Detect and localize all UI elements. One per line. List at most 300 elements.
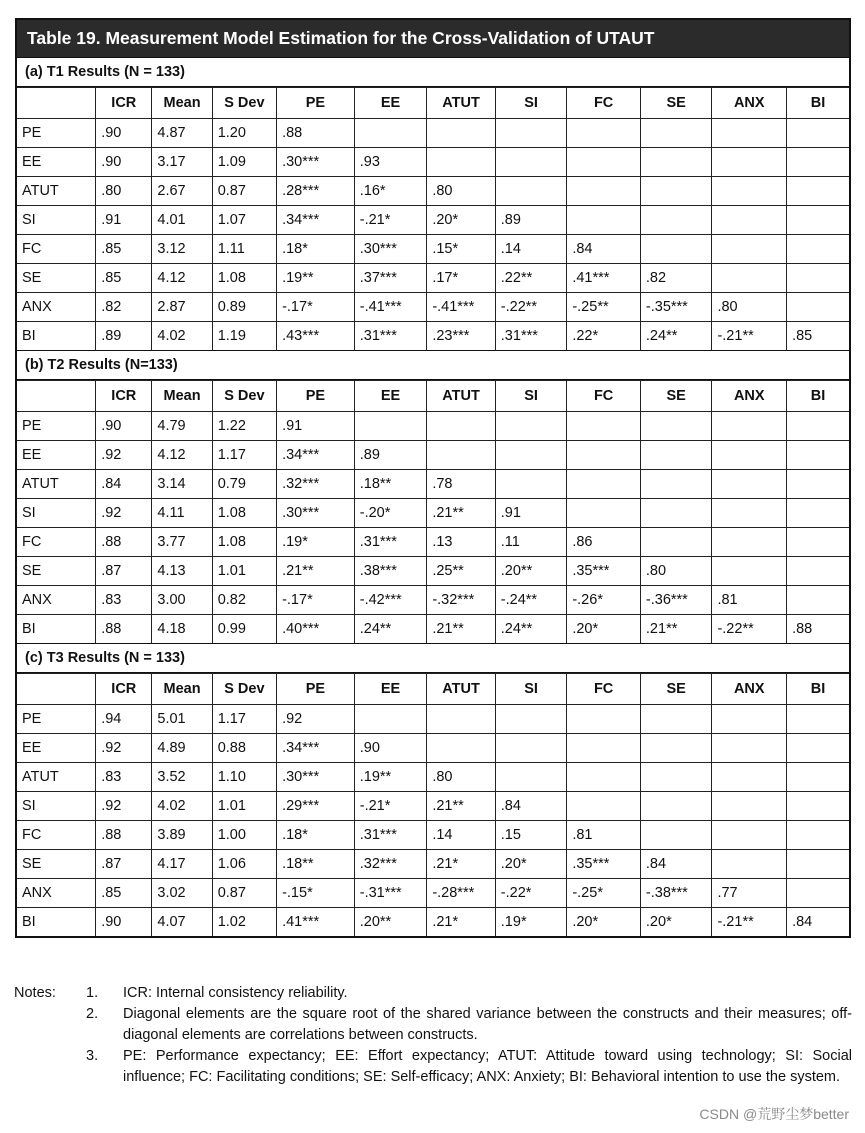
table-cell: [787, 264, 849, 293]
table-cell: [495, 119, 567, 148]
table-cell: .84: [640, 850, 712, 879]
column-header: BI: [787, 381, 849, 412]
column-header: S Dev: [212, 88, 276, 119]
row-label: PE: [17, 705, 96, 734]
table-cell: .22*: [567, 322, 641, 351]
column-header: SE: [640, 381, 712, 412]
table-cell: [712, 235, 787, 264]
table-row: [17, 499, 849, 528]
table-cell: [712, 528, 787, 557]
table-cell: [640, 412, 712, 441]
table-cell: [640, 734, 712, 763]
table-row: [17, 528, 849, 557]
table-cell: [787, 557, 849, 586]
table-cell: .87: [96, 557, 152, 586]
table-cell: 2.87: [152, 293, 212, 322]
table-cell: [495, 177, 567, 206]
column-header: EE: [354, 381, 427, 412]
table-cell: [787, 792, 849, 821]
table-cell: [787, 763, 849, 792]
table-cell: [567, 763, 641, 792]
table-cell: -.36***: [640, 586, 712, 615]
table-cell: -.15*: [277, 879, 355, 908]
table-cell: -.42***: [354, 586, 427, 615]
table-cell: [427, 412, 495, 441]
table-row: [17, 293, 849, 322]
table-cell: -.22*: [495, 879, 567, 908]
table-cell: [427, 441, 495, 470]
table-cell: .94: [96, 705, 152, 734]
column-header: FC: [567, 88, 641, 119]
table-cell: 4.13: [152, 557, 212, 586]
table-cell: .11: [495, 528, 567, 557]
table-cell: .84: [495, 792, 567, 821]
table-cell: [354, 705, 427, 734]
table-cell: .30***: [277, 148, 355, 177]
table-cell: 1.01: [212, 557, 276, 586]
table-cell: .21*: [427, 850, 495, 879]
table-cell: [567, 119, 641, 148]
table-row: [17, 821, 849, 850]
table-cell: -.41***: [354, 293, 427, 322]
table-cell: .21**: [427, 615, 495, 644]
table-cell: [567, 441, 641, 470]
table-cell: 3.12: [152, 235, 212, 264]
table-cell: 1.02: [212, 908, 276, 937]
table-cell: [712, 734, 787, 763]
row-label: PE: [17, 412, 96, 441]
table-cell: .20*: [640, 908, 712, 937]
table-cell: .19*: [277, 528, 355, 557]
table-cell: .35***: [567, 850, 641, 879]
table-cell: 1.08: [212, 528, 276, 557]
table-row: [17, 148, 849, 177]
table-cell: 0.87: [212, 879, 276, 908]
row-label: SI: [17, 206, 96, 235]
table-cell: 4.17: [152, 850, 212, 879]
table-cell: .85: [96, 879, 152, 908]
table-cell: 1.00: [212, 821, 276, 850]
column-header: ATUT: [427, 381, 495, 412]
table-cell: .22**: [495, 264, 567, 293]
row-label: ANX: [17, 586, 96, 615]
table-cell: 0.87: [212, 177, 276, 206]
table-row: [17, 557, 849, 586]
row-label: EE: [17, 734, 96, 763]
table-cell: .92: [96, 441, 152, 470]
table-cell: [787, 586, 849, 615]
table-cell: 1.06: [212, 850, 276, 879]
table-cell: .84: [567, 235, 641, 264]
table-cell: [787, 293, 849, 322]
table-cell: 1.11: [212, 235, 276, 264]
notes-label: Notes:: [14, 985, 56, 1001]
table-row: [17, 441, 849, 470]
table-cell: [712, 792, 787, 821]
table-cell: [787, 148, 849, 177]
table-cell: .13: [427, 528, 495, 557]
table-cell: -.25*: [567, 879, 641, 908]
table-cell: [567, 148, 641, 177]
table-cell: .28***: [277, 177, 355, 206]
table-row: [17, 615, 849, 644]
table-row: [17, 734, 849, 763]
table-cell: [787, 879, 849, 908]
table-cell: 1.22: [212, 412, 276, 441]
table-row: [17, 908, 849, 937]
column-header: Mean: [152, 674, 212, 705]
table-cell: 1.09: [212, 148, 276, 177]
section-header: (c) T3 Results (N = 133): [17, 643, 849, 673]
table-cell: 4.89: [152, 734, 212, 763]
table-cell: .34***: [277, 441, 355, 470]
table-cell: -.28***: [427, 879, 495, 908]
table-cell: [712, 206, 787, 235]
table-cell: [787, 412, 849, 441]
table-cell: [640, 792, 712, 821]
table-cell: .19**: [354, 763, 427, 792]
row-label: BI: [17, 908, 96, 937]
table-cell: .20*: [427, 206, 495, 235]
row-label: BI: [17, 322, 96, 351]
table-cell: -.21*: [354, 206, 427, 235]
table-cell: .21**: [277, 557, 355, 586]
table-cell: -.20*: [354, 499, 427, 528]
table-cell: [567, 705, 641, 734]
table-cell: .31***: [354, 322, 427, 351]
row-label: ATUT: [17, 763, 96, 792]
table-cell: 3.00: [152, 586, 212, 615]
watermark: CSDN @荒野尘梦better: [699, 1106, 849, 1122]
column-header: FC: [567, 674, 641, 705]
column-header: EE: [354, 674, 427, 705]
table-row: [17, 850, 849, 879]
table-cell: .78: [427, 470, 495, 499]
table-cell: [787, 734, 849, 763]
table-cell: .20*: [495, 850, 567, 879]
row-label: SI: [17, 792, 96, 821]
table-cell: -.35***: [640, 293, 712, 322]
table-cell: .31***: [354, 821, 427, 850]
table-cell: .85: [96, 235, 152, 264]
table-cell: .37***: [354, 264, 427, 293]
table-cell: 0.79: [212, 470, 276, 499]
table-row: [17, 705, 849, 734]
column-header: SE: [640, 88, 712, 119]
table-cell: .89: [495, 206, 567, 235]
table-cell: .30***: [354, 235, 427, 264]
table-cell: [495, 705, 567, 734]
table-cell: .19**: [277, 264, 355, 293]
note-text: ICR: Internal consistency reliability.: [123, 985, 348, 1001]
row-label: SI: [17, 499, 96, 528]
column-header: [17, 88, 96, 119]
table-cell: .77: [712, 879, 787, 908]
table-row: [17, 322, 849, 351]
table-cell: .84: [96, 470, 152, 499]
table-cell: .88: [96, 528, 152, 557]
table-cell: 4.79: [152, 412, 212, 441]
table-cell: .19*: [495, 908, 567, 937]
table-cell: .80: [427, 763, 495, 792]
table-cell: .92: [96, 734, 152, 763]
table-cell: -.17*: [277, 586, 355, 615]
table-cell: 0.82: [212, 586, 276, 615]
table-cell: .14: [427, 821, 495, 850]
table-cell: .84: [787, 908, 849, 937]
table-cell: .14: [495, 235, 567, 264]
results-table: [15, 18, 851, 938]
table-cell: [567, 177, 641, 206]
column-header: Mean: [152, 381, 212, 412]
row-label: SE: [17, 264, 96, 293]
table-cell: [640, 177, 712, 206]
table-cell: .88: [787, 615, 849, 644]
section-table: [17, 87, 849, 350]
table-cell: .21*: [427, 908, 495, 937]
table-cell: [495, 148, 567, 177]
table-row: [17, 206, 849, 235]
row-label: ANX: [17, 879, 96, 908]
table-row: [17, 264, 849, 293]
table-cell: [640, 499, 712, 528]
table-cell: .89: [96, 322, 152, 351]
row-label: ATUT: [17, 177, 96, 206]
table-cell: .20**: [354, 908, 427, 937]
table-cell: .41***: [567, 264, 641, 293]
table-cell: [640, 206, 712, 235]
table-cell: .90: [96, 412, 152, 441]
table-cell: .20*: [567, 908, 641, 937]
table-cell: [712, 763, 787, 792]
table-title: Table 19. Measurement Model Estimation for the Cross-Validation of UTAUT: [17, 20, 849, 57]
table-cell: .83: [96, 586, 152, 615]
table-cell: .80: [96, 177, 152, 206]
table-cell: .18**: [354, 470, 427, 499]
table-row: [17, 879, 849, 908]
table-cell: -.21*: [354, 792, 427, 821]
table-cell: [640, 119, 712, 148]
table-cell: .80: [640, 557, 712, 586]
table-cell: [640, 821, 712, 850]
table-cell: [787, 499, 849, 528]
table-cell: .89: [354, 441, 427, 470]
table-row: [17, 235, 849, 264]
table-cell: .82: [640, 264, 712, 293]
table-cell: 3.14: [152, 470, 212, 499]
table-cell: .93: [354, 148, 427, 177]
table-row: [17, 586, 849, 615]
table-cell: .82: [96, 293, 152, 322]
table-cell: -.25**: [567, 293, 641, 322]
table-cell: [712, 821, 787, 850]
table-cell: .88: [96, 821, 152, 850]
column-header: ANX: [712, 381, 787, 412]
table-cell: .34***: [277, 734, 355, 763]
column-header: [17, 381, 96, 412]
table-cell: [495, 470, 567, 499]
table-cell: [787, 528, 849, 557]
table-row: [17, 119, 849, 148]
table-cell: [712, 470, 787, 499]
table-cell: -.21**: [712, 908, 787, 937]
row-label: EE: [17, 441, 96, 470]
table-cell: 1.20: [212, 119, 276, 148]
row-label: ANX: [17, 293, 96, 322]
table-cell: [712, 557, 787, 586]
table-cell: .25**: [427, 557, 495, 586]
table-cell: .90: [354, 734, 427, 763]
table-cell: .32***: [354, 850, 427, 879]
table-cell: -.22**: [495, 293, 567, 322]
table-cell: [427, 734, 495, 763]
table-cell: [787, 441, 849, 470]
table-cell: 4.87: [152, 119, 212, 148]
column-header-row: [17, 88, 849, 119]
column-header: SE: [640, 674, 712, 705]
table-cell: 3.77: [152, 528, 212, 557]
table-cell: [640, 705, 712, 734]
row-label: SE: [17, 850, 96, 879]
table-cell: 4.02: [152, 792, 212, 821]
table-cell: 1.17: [212, 705, 276, 734]
table-cell: .90: [96, 119, 152, 148]
section-table: [17, 673, 849, 936]
table-cell: [712, 264, 787, 293]
note-number: 1.: [86, 985, 99, 1001]
table-cell: [567, 499, 641, 528]
table-sections: [17, 57, 849, 936]
table-cell: .91: [277, 412, 355, 441]
column-header: ANX: [712, 88, 787, 119]
table-cell: .35***: [567, 557, 641, 586]
table-cell: .41***: [277, 908, 355, 937]
column-header: SI: [495, 674, 567, 705]
table-cell: .81: [712, 586, 787, 615]
table-cell: .31***: [354, 528, 427, 557]
table-cell: -.21**: [712, 322, 787, 351]
table-cell: -.31***: [354, 879, 427, 908]
column-header: ICR: [96, 674, 152, 705]
table-cell: .15*: [427, 235, 495, 264]
table-cell: 3.89: [152, 821, 212, 850]
table-cell: .88: [277, 119, 355, 148]
row-label: FC: [17, 528, 96, 557]
table-cell: .34***: [277, 206, 355, 235]
table-cell: .92: [277, 705, 355, 734]
table-cell: 0.89: [212, 293, 276, 322]
table-cell: [712, 850, 787, 879]
table-cell: .20**: [495, 557, 567, 586]
table-cell: 1.07: [212, 206, 276, 235]
table-row: [17, 177, 849, 206]
column-header: S Dev: [212, 381, 276, 412]
table-cell: .17*: [427, 264, 495, 293]
table-cell: .92: [96, 499, 152, 528]
table-cell: [495, 441, 567, 470]
table-cell: [787, 206, 849, 235]
table-cell: 0.88: [212, 734, 276, 763]
table-cell: 2.67: [152, 177, 212, 206]
table-cell: 4.12: [152, 441, 212, 470]
table-cell: -.24**: [495, 586, 567, 615]
column-header: FC: [567, 381, 641, 412]
table-cell: .38***: [354, 557, 427, 586]
row-label: PE: [17, 119, 96, 148]
table-cell: [354, 119, 427, 148]
column-header: ICR: [96, 88, 152, 119]
table-cell: [640, 148, 712, 177]
table-cell: [567, 206, 641, 235]
table-cell: -.17*: [277, 293, 355, 322]
column-header: BI: [787, 88, 849, 119]
table-cell: [354, 412, 427, 441]
table-cell: .91: [96, 206, 152, 235]
note-item-3: [14, 1046, 852, 1088]
column-header: BI: [787, 674, 849, 705]
table-cell: .18*: [277, 821, 355, 850]
column-header: SI: [495, 381, 567, 412]
table-cell: .90: [96, 148, 152, 177]
table-cell: -.32***: [427, 586, 495, 615]
column-header-row: [17, 381, 849, 412]
table-cell: 1.10: [212, 763, 276, 792]
column-header: PE: [277, 381, 355, 412]
table-cell: -.26*: [567, 586, 641, 615]
table-cell: .83: [96, 763, 152, 792]
row-label: SE: [17, 557, 96, 586]
table-cell: .91: [495, 499, 567, 528]
table-cell: 4.12: [152, 264, 212, 293]
table-cell: .88: [96, 615, 152, 644]
table-cell: -.41***: [427, 293, 495, 322]
table-cell: .21**: [427, 499, 495, 528]
row-label: ATUT: [17, 470, 96, 499]
table-cell: [640, 441, 712, 470]
table-cell: 1.08: [212, 499, 276, 528]
table-row: [17, 412, 849, 441]
table-cell: [640, 763, 712, 792]
section-table: [17, 380, 849, 643]
table-cell: [427, 705, 495, 734]
note-item-1: [14, 983, 852, 1004]
table-cell: .16*: [354, 177, 427, 206]
table-cell: .80: [427, 177, 495, 206]
table-cell: 1.19: [212, 322, 276, 351]
row-label: FC: [17, 821, 96, 850]
table-cell: [787, 850, 849, 879]
table-cell: .40***: [277, 615, 355, 644]
table-cell: [567, 734, 641, 763]
row-label: BI: [17, 615, 96, 644]
table-cell: .87: [96, 850, 152, 879]
table-cell: [787, 821, 849, 850]
table-cell: [712, 499, 787, 528]
note-text: Diagonal elements are the square root of the shared variance between the constructs and their measures; off-diagonal elements are correlations between constructs.: [123, 1006, 852, 1043]
table-cell: .31***: [495, 322, 567, 351]
table-cell: .80: [712, 293, 787, 322]
table-cell: [567, 792, 641, 821]
table-cell: 1.17: [212, 441, 276, 470]
table-cell: [640, 470, 712, 499]
table-cell: .18**: [277, 850, 355, 879]
column-header: PE: [277, 88, 355, 119]
table-cell: .15: [495, 821, 567, 850]
table-cell: 3.17: [152, 148, 212, 177]
table-cell: .32***: [277, 470, 355, 499]
table-row: [17, 470, 849, 499]
column-header: S Dev: [212, 674, 276, 705]
